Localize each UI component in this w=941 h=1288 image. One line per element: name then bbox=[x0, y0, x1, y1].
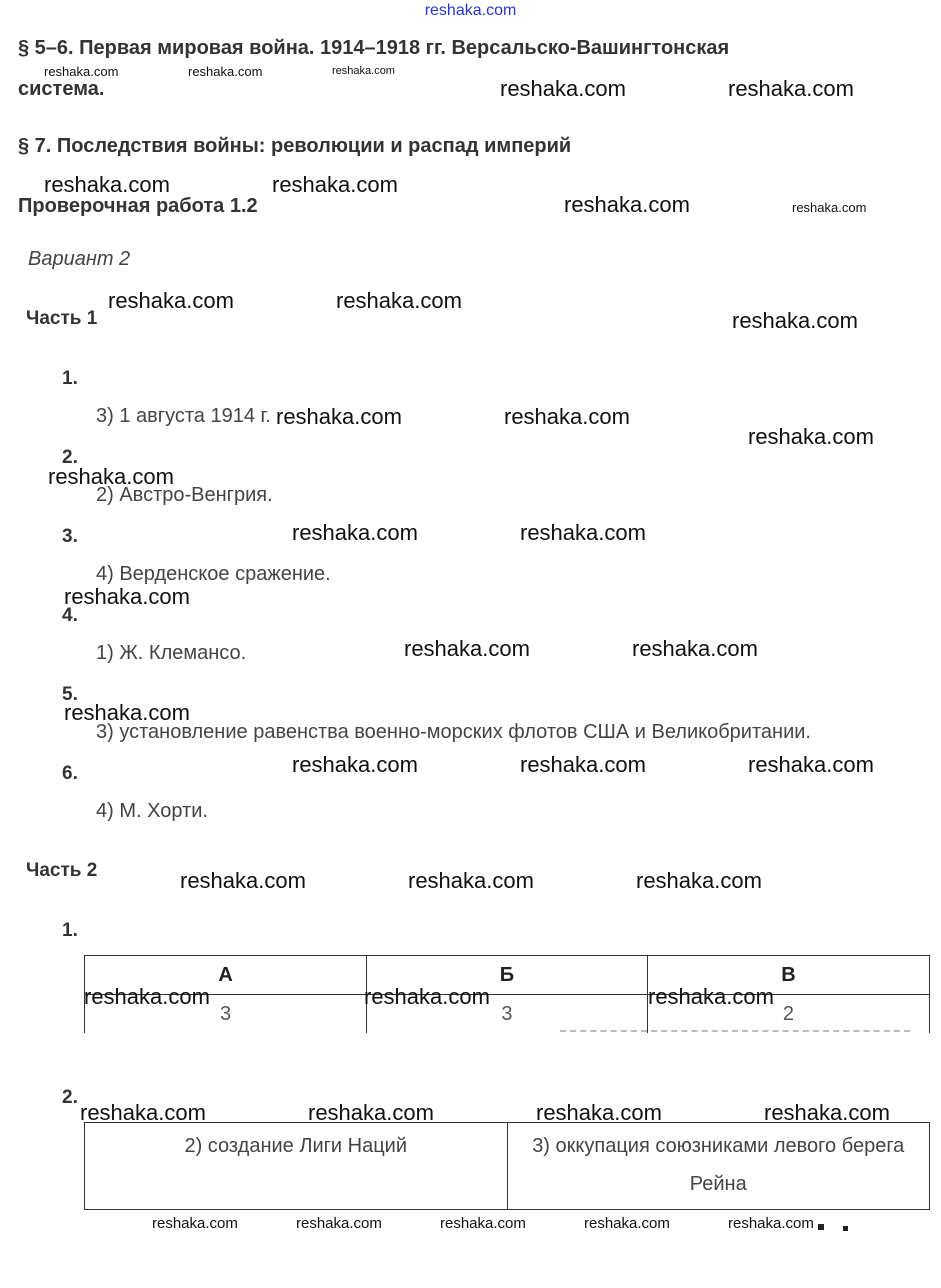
site-link-top[interactable]: reshaka.com bbox=[424, 2, 517, 19]
question-number: 6. bbox=[62, 763, 78, 784]
watermark: reshaka.com bbox=[520, 520, 646, 545]
watermark: reshaka.com bbox=[108, 288, 234, 313]
answer-text: 4) М. Хорти. bbox=[96, 800, 208, 822]
watermark: reshaka.com bbox=[504, 404, 630, 429]
section-5-6-heading: § 5–6. Первая мировая война. 1914–1918 гг. Версальско-Вашингтонская bbox=[18, 37, 730, 59]
watermark: reshaka.com bbox=[440, 1215, 526, 1232]
question-number: 2. bbox=[62, 1087, 78, 1108]
answer-text: 2) Австро-Венгрия. bbox=[96, 484, 273, 506]
answer-table-2 bbox=[84, 1122, 930, 1210]
watermark: reshaka.com bbox=[276, 404, 402, 429]
question-number: 2. bbox=[62, 447, 78, 468]
table-cell: 2 bbox=[647, 995, 929, 1034]
watermark: reshaka.com bbox=[632, 636, 758, 661]
question-number: 1. bbox=[62, 920, 78, 941]
watermark: reshaka.com bbox=[520, 752, 646, 777]
watermark: reshaka.com bbox=[308, 1100, 434, 1125]
table-header: Б bbox=[367, 956, 648, 995]
watermark: reshaka.com bbox=[80, 1100, 206, 1125]
table-cell: 2) создание Лиги Наций bbox=[85, 1123, 508, 1210]
watermark: reshaka.com bbox=[748, 752, 874, 777]
watermark: reshaka.com bbox=[648, 984, 774, 1009]
part-1-title: Часть 1 bbox=[26, 308, 98, 329]
watermark: reshaka.com bbox=[792, 200, 867, 215]
answer-text: 3) 1 августа 1914 г. bbox=[96, 405, 271, 427]
watermark: reshaka.com bbox=[536, 1100, 662, 1125]
watermark: reshaka.com bbox=[152, 1215, 238, 1232]
question-number: 5. bbox=[62, 684, 78, 705]
table-cell: 3) оккупация союзниками левого берега Рейна bbox=[507, 1123, 930, 1210]
watermark: reshaka.com bbox=[748, 424, 874, 449]
watermark: reshaka.com bbox=[764, 1100, 890, 1125]
watermark: reshaka.com bbox=[728, 1215, 814, 1232]
watermark: reshaka.com bbox=[296, 1215, 382, 1232]
watermark: reshaka.com bbox=[292, 520, 418, 545]
watermark: reshaka.com bbox=[44, 64, 119, 79]
watermark: reshaka.com bbox=[636, 868, 762, 893]
section-5-6-heading-cont: система. bbox=[18, 78, 105, 100]
watermark: reshaka.com bbox=[584, 1215, 670, 1232]
watermark: reshaka.com bbox=[44, 172, 170, 197]
watermark: reshaka.com bbox=[404, 636, 530, 661]
answer-table-1 bbox=[84, 955, 930, 1033]
answer-text: 3) установление равенства военно-морских флотов США и Великобритании. bbox=[96, 721, 811, 743]
watermark: reshaka.com bbox=[180, 868, 306, 893]
watermark: reshaka.com bbox=[564, 192, 690, 217]
watermark: reshaka.com bbox=[364, 984, 490, 1009]
watermark: reshaka.com bbox=[64, 700, 190, 725]
question-number: 4. bbox=[62, 605, 78, 626]
part-2-title: Часть 2 bbox=[26, 860, 98, 881]
test-heading: Проверочная работа 1.2 bbox=[18, 195, 258, 217]
table-cell: 3 bbox=[85, 995, 367, 1034]
watermark: reshaka.com bbox=[728, 76, 854, 101]
table-header: А bbox=[85, 956, 367, 995]
answer-text: 1) Ж. Клемансо. bbox=[96, 642, 247, 664]
watermark: reshaka.com bbox=[292, 752, 418, 777]
answer-text: 4) Верденское сражение. bbox=[96, 563, 331, 585]
question-number: 3. bbox=[62, 526, 78, 547]
watermark: reshaka.com bbox=[48, 464, 174, 489]
table-cell: 3 bbox=[367, 995, 648, 1034]
watermark: reshaka.com bbox=[336, 288, 462, 313]
table-header: В bbox=[647, 956, 929, 995]
watermark: reshaka.com bbox=[408, 868, 534, 893]
watermark: reshaka.com bbox=[272, 172, 398, 197]
question-number: 1. bbox=[62, 368, 78, 389]
variant-label: Вариант 2 bbox=[28, 248, 131, 270]
watermark: reshaka.com bbox=[84, 984, 210, 1009]
watermark: reshaka.com bbox=[332, 65, 395, 77]
scan-artifact-dot bbox=[843, 1226, 848, 1231]
scan-artifact-dot bbox=[818, 1224, 824, 1230]
watermark: reshaka.com bbox=[64, 584, 190, 609]
scan-artifact-line bbox=[560, 1030, 910, 1032]
watermark: reshaka.com bbox=[500, 76, 626, 101]
watermark: reshaka.com bbox=[188, 64, 263, 79]
section-7-heading: § 7. Последствия войны: революции и распад империй bbox=[18, 135, 572, 157]
watermark: reshaka.com bbox=[732, 308, 858, 333]
